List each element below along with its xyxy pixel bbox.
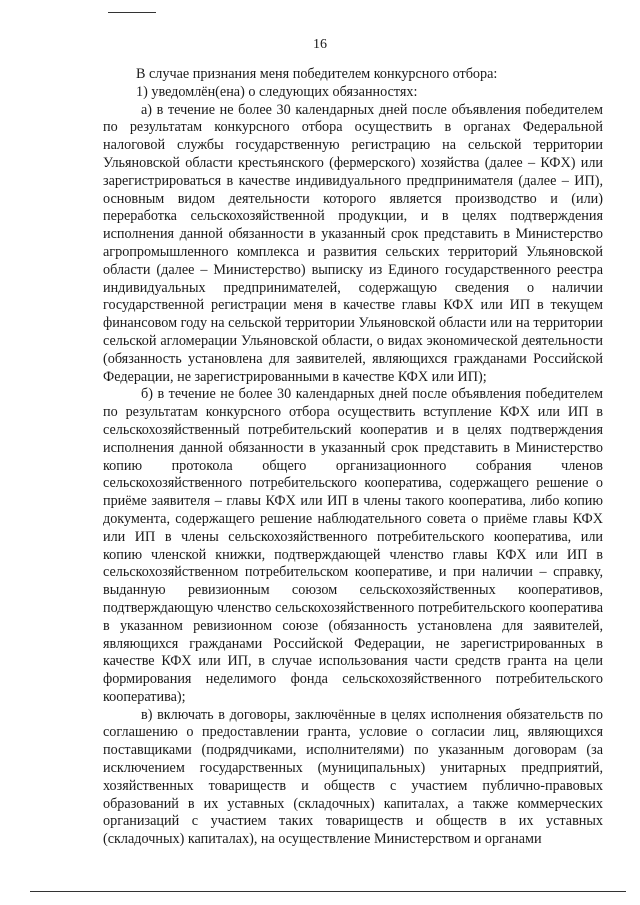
sub-item-b-paragraph: б) в течение не более 30 календарных дней после объявления победителем по результатам конкурсного отбора осуществить вступление КФХ или ИП в сельскохозяйственный потребительский кооператив и в целях подтверждения исполнения данной обязанности в указанный срок представить в Министерство копию протокола общего организационного собрания членов сельскохозяйственного потребительского кооператива, содержащего решение о приёме заявителя – главы КФХ или ИП в члены такого кооператива, либо копию документа, содержащего решение наблюдательного совета о приёме главы КФХ или ИП в члены сельскохозяйственного потребительского кооператива, или копию членской книжки, подтверждающей членство главы КФХ или ИП в сельскохозяйственном потребительском кооперативе, и при наличии – справку, выданную ревизионным союзом сельскохозяйственных кооперативов, подтверждающую членство сельскохозяйственного потребительского кооператива в указанном ревизионном союзе (обязанность установлена для заявителей, являющихся гражданами Российской Федерации, не зарегистрированных в качестве КФХ или ИП, в случае использования части средств гранта на цели формирования неделимого фонда сельскохозяйственного потребительского кооператива); [103, 386, 603, 705]
sub-item-a-paragraph: а) в течение не более 30 календарных дней после объявления победителем по результатам конкурсного отбора осуществить в органах Федеральной налоговой службы государственную регистрацию на сельской территории Ульяновской области крестьянского (фермерского) хозяйства (далее – КФХ) или зарегистрироваться в качестве индивидуального предпринимателя (далее – ИП), основным видом деятельности которого является производство и (или) переработка сельскохозяйственной продукции, и в целях подтверждения исполнения данной обязанности в указанный срок представить в Министерство агропромышленного комплекса и развития сельских территорий Ульяновской области (далее – Министерство) выписку из Единого государственного реестра индивидуальных предпринимателей, содержащую сведения о наличии государственной регистрации меня в качестве главы КФХ или ИП в текущем финансовом году на сельской территории Ульяновской области или на территории сельской агломерации Ульяновской области, о видах экономической деятельности (обязанность установлена для заявителей, являющихся гражданами Российской Федерации, не зарегистрированными в качестве КФХ или ИП); [103, 101, 603, 385]
bottom-rule [30, 891, 626, 892]
item-1-paragraph: 1) уведомлён(ена) о следующих обязанностях: [136, 83, 418, 100]
page-number: 16 [313, 37, 327, 52]
intro-paragraph: В случае признания меня победителем конкурсного отбора: [136, 66, 498, 82]
document-body [103, 66, 603, 849]
top-rule [108, 12, 156, 13]
sub-item-v-paragraph: в) включать в договоры, заключённые в целях исполнения обязательств по соглашению о предоставлении гранта, условие о согласии лиц, являющихся поставщиками (подрядчиками, исполнителями) по указанным договорам (за исключением государственных (муниципальных) унитарных предприятий, хозяйственных товариществ и обществ с участием публично-правовых образований в их уставных (складочных) капиталах, а также коммерческих организаций с участием таких товариществ и обществ в их уставных (складочных) капиталах), на осуществление Министерством и органами [103, 706, 603, 848]
